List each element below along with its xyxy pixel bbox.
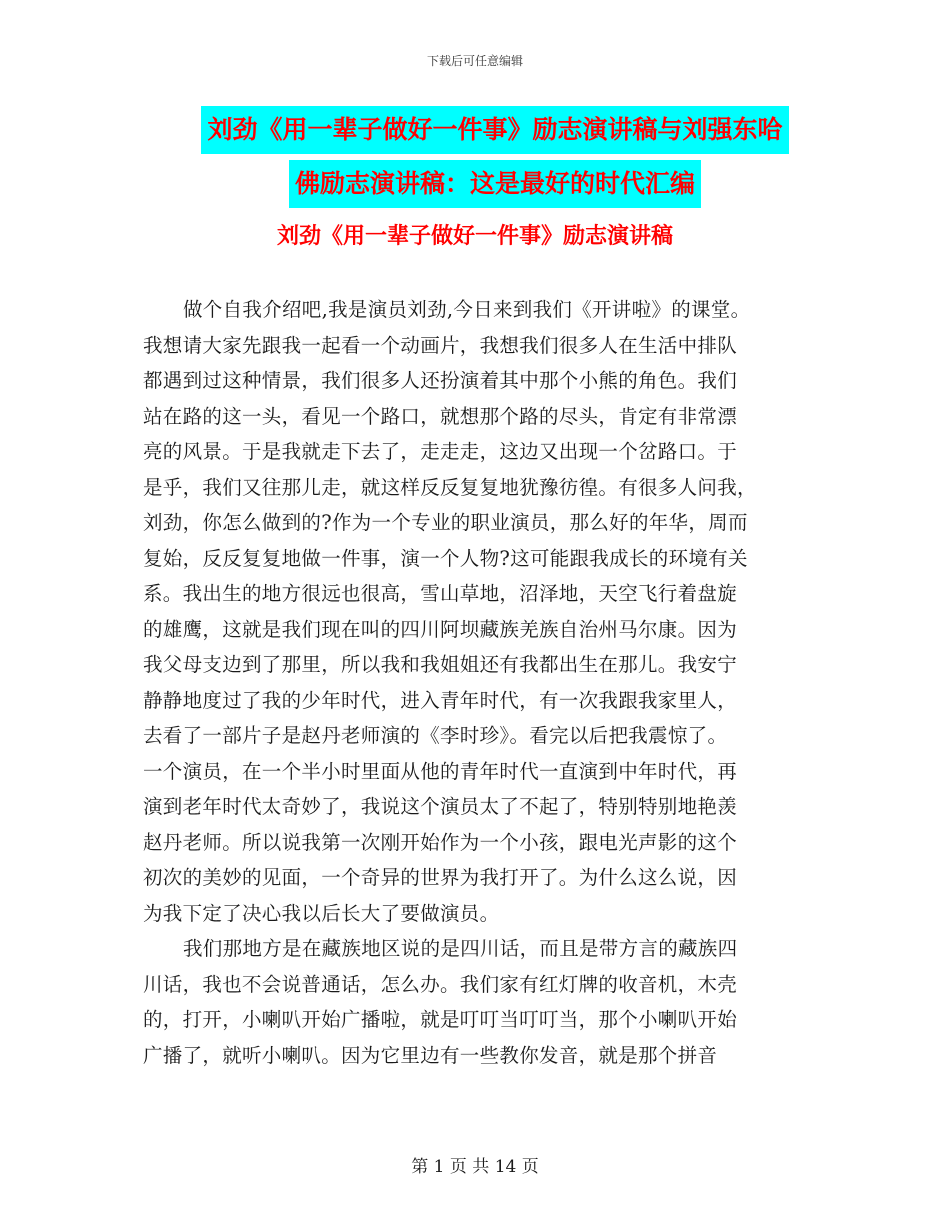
text-line: 演到老年时代太奇妙了，我说这个演员太了不起了，特别特别地艳羡 [143,795,738,818]
text-line: 复始，反反复复地做一件事，演一个人物?这可能跟我成长的环境有关 [143,546,748,570]
page-footer: 第 1 页 共 14 页 [411,1157,539,1177]
header-note: 下载后可任意编辑 [426,54,523,68]
text-line: 的雄鹰，这就是我们现在叫的四川阿坝藏族羌族自治州马尔康。因为 [143,617,738,641]
text-line: 我们那地方是在藏族地区说的是四川话，而且是带方言的藏族四 [183,937,738,960]
text-line: 赵丹老师。所以说我第一次刚开始作为一个小孩，跟电光声影的这个 [143,830,738,854]
text-line: 为我下定了决心我以后长大了要做演员。 [143,901,500,925]
section-subtitle: 刘劲《用一辈子做好一件事》励志演讲稿 [276,223,673,249]
text-line: 亮的风景。于是我就走下去了，走走走，这边又出现一个岔路口。于 [143,440,738,463]
paragraph-2 [143,931,811,1073]
text-line: 站在路的这一头，看见一个路口，就想那个路的尽头，肯定有非常漂 [143,404,738,428]
title-line-2: 佛励志演讲稿：这是最好的时代汇编 [289,160,701,208]
text-line: 都遇到过这种情景，我们很多人还扮演着其中那个小熊的角色。我们 [143,369,738,392]
body-text [143,292,811,1073]
text-line: 我想请大家先跟我一起看一个动画片，我想我们很多人在生活中排队 [143,333,738,357]
text-line: 我父母支边到了那里，所以我和我姐姐还有我都出生在那儿。我安宁 [143,653,738,676]
text-line: 系。我出生的地方很远也很高，雪山草地，沼泽地，天空飞行着盘旋 [143,582,738,605]
text-line: 去看了一部片子是赵丹老师演的《李时珍》。看完以后把我震惊了。 [143,724,728,747]
text-line: 一个演员，在一个半小时里面从他的青年时代一直演到中年时代，再 [143,759,738,783]
title-line-1: 刘劲《用一辈子做好一件事》励志演讲稿与刘强东哈 [201,106,788,154]
paragraph-1 [143,292,811,931]
text-line: 川话，我也不会说普通话，怎么办。我们家有红灯牌的收音机，木壳 [143,972,738,996]
text-line: 初次的美妙的见面，一个奇异的世界为我打开了。为什么这么说，因 [143,866,738,889]
document-title [150,106,840,214]
text-line: 刘劲，你怎么做到的?作为一个专业的职业演员，那么好的年华，周而 [143,511,748,534]
text-line: 广播了，就听小喇叭。因为它里边有一些教你发音，就是那个拼音 [143,1043,718,1067]
text-line: 静静地度过了我的少年时代，进入青年时代，有一次我跟我家里人， [143,688,738,712]
text-line: 做个自我介绍吧,我是演员刘劲,今日来到我们《开讲啦》的课堂。 [183,298,751,321]
text-line: 是乎，我们又往那儿走，就这样反反复复地犹豫彷徨。有很多人问我， [143,475,757,499]
text-line: 的，打开，小喇叭开始广播啦，就是叮叮当叮叮当，那个小喇叭开始 [143,1008,738,1031]
